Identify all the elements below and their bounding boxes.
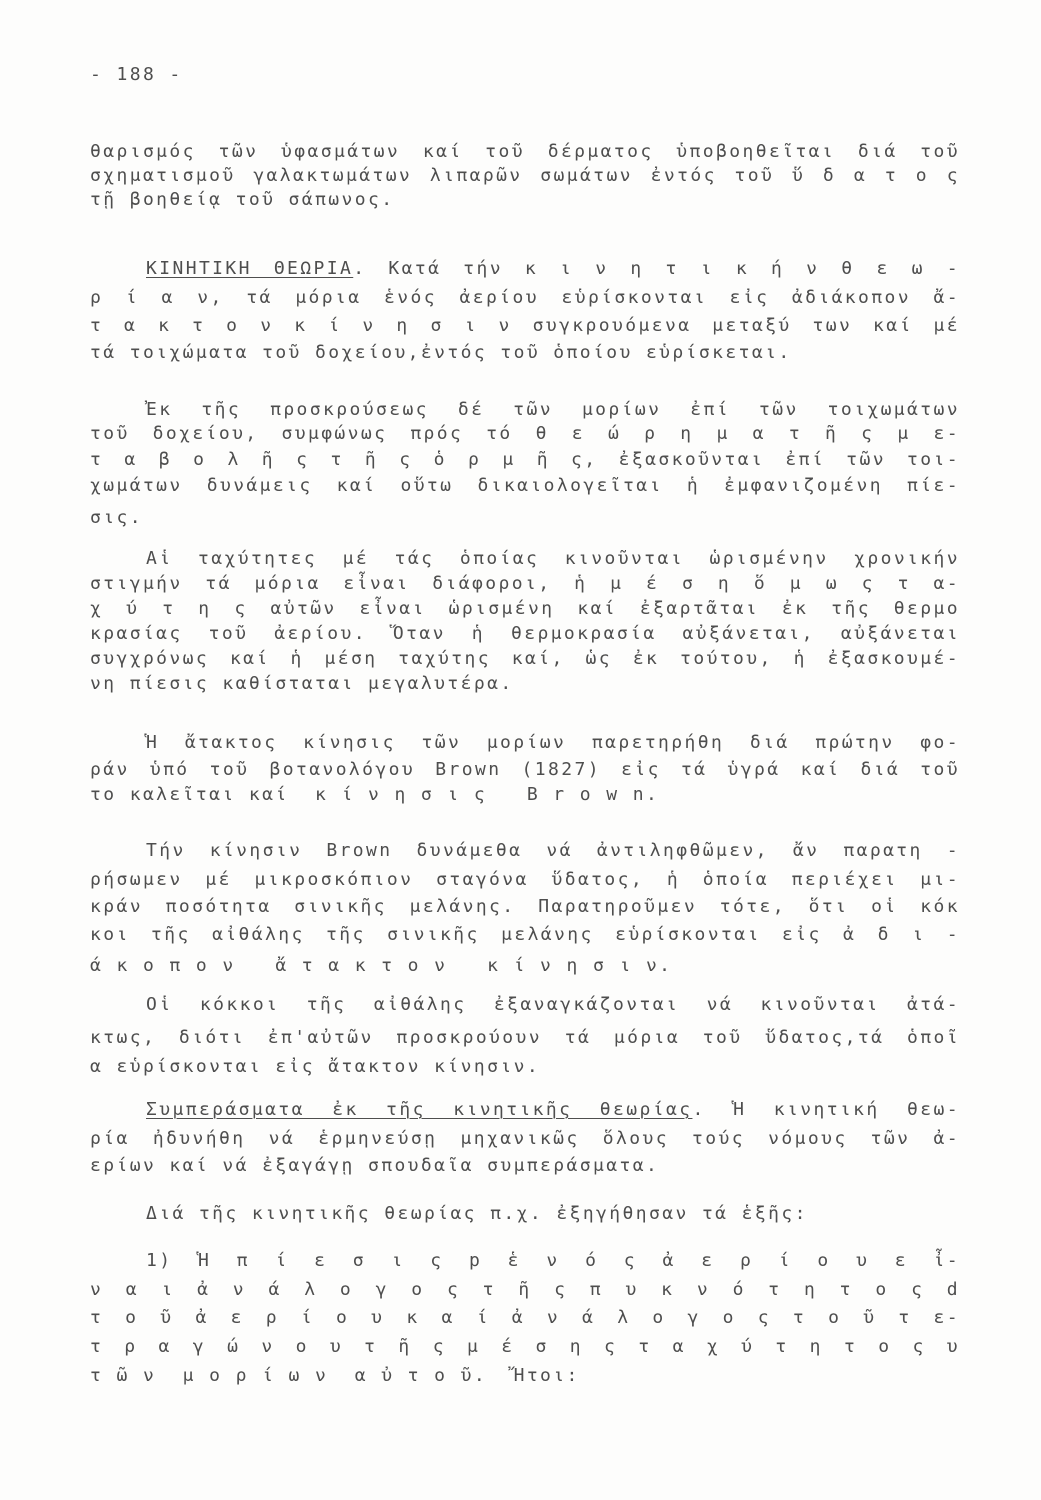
text-line: Τήν κίνησιν Brown δυνάμεθα νά ἀντιληφθῶμεν, ἄν παρατη - bbox=[146, 840, 960, 861]
text-line: τ ῶ ν μ ο ρ ί ω ν α ὐ τ ο ῦ. Ἤτοι: bbox=[90, 1365, 580, 1386]
text-line: Αἱ ταχύτητες μέ τάς ὁποίας κινοῦνται ὡρισμένην χρονικήν bbox=[146, 548, 960, 569]
section-heading: Συμπεράσματα ἐκ τῆς κινητικῆς θεωρίας bbox=[146, 1099, 693, 1120]
text-line: ν α ι ἀ ν ά λ ο γ ο ς τ ῆ ς π υ κ ν ό τ η τ ο ς d bbox=[90, 1279, 960, 1300]
text-line: κτως, διότι ἐπ'αὐτῶν προσκρούουν τά μόρια τοῦ ὕδατος,τά ὁποῖ bbox=[90, 1027, 960, 1048]
text-line: στιγμήν τά μόρια εἶναι διάφοροι, ἡ μ έ σ η ὅ μ ω ς τ α- bbox=[90, 573, 960, 594]
text-line: ράν ὑπό τοῦ βοτανολόγου Brown (1827) εἰς τά ὑγρά καί διά τοῦ bbox=[90, 759, 960, 780]
text-line: κοι τῆς αἰθάλης τῆς σινικῆς μελάνης εὑρίσκονται εἰς ἀ δ ι - bbox=[90, 924, 960, 945]
text-line: το καλεῖται καί κ ί ν η σ ι ς B r o w n. bbox=[90, 784, 660, 805]
text-line: α εὑρίσκονται εἰς ἄτακτον κίνησιν. bbox=[90, 1056, 541, 1077]
text-line: ρήσωμεν μέ μικροσκόπιον σταγόνα ὕδατος, ἡ ὁποία περιέχει μι- bbox=[90, 869, 960, 890]
text-line: θαρισμός τῶν ὑφασμάτων καί τοῦ δέρματος ὑποβοηθεῖται διά τοῦ bbox=[90, 141, 960, 162]
text-line: ερίων καί νά ἐξαγάγῃ σπουδαῖα συμπεράσματα. bbox=[90, 1155, 660, 1176]
text-line: τ ρ α γ ώ ν ο υ τ ῆ ς μ έ σ η ς τ α χ ύ τ η τ ο ς υ bbox=[90, 1336, 960, 1357]
section-heading: ΚΙΝΗΤΙΚΗ ΘΕΩΡΙΑ bbox=[146, 258, 354, 279]
text-line: Διά τῆς κινητικῆς θεωρίας π.χ. ἐξηγήθησαν τά ἑξῆς: bbox=[146, 1203, 808, 1224]
text-line: ρ ί α ν, τά μόρια ἑνός ἀερίου εὑρίσκονται εἰς ἀδιάκοπον ἄ- bbox=[90, 287, 960, 308]
text-line-rest: . Κατά τήν κ ι ν η τ ι κ ή ν θ ε ω - bbox=[353, 258, 961, 279]
page-number: - 188 - bbox=[90, 64, 183, 85]
text-line: Ἐκ τῆς προσκρούσεως δέ τῶν μορίων ἐπί τῶν τοιχωμάτων bbox=[146, 399, 960, 420]
text-line bbox=[146, 257, 960, 281]
text-line: συγχρόνως καί ἡ μέση ταχύτης καί, ὡς ἐκ τούτου, ἡ ἐξασκουμέ- bbox=[90, 648, 960, 669]
text-line: τ α β ο λ ῆ ς τ ῆ ς ὁ ρ μ ῆ ς, ἐξασκοῦνται ἐπί τῶν τοι- bbox=[90, 449, 960, 470]
text-line: νη πίεσις καθίσταται μεγαλυτέρα. bbox=[90, 673, 514, 694]
text-line-rest: . Ἡ κινητική θεω- bbox=[692, 1099, 960, 1120]
text-line: σις. bbox=[90, 507, 143, 528]
text-line: κρασίας τοῦ ἀερίου. Ὅταν ἡ θερμοκρασία αὐξάνεται, αὐξάνεται bbox=[90, 623, 960, 644]
text-line: τ α κ τ ο ν κ ί ν η σ ι ν συγκρουόμενα μεταξύ των καί μέ bbox=[90, 315, 960, 336]
text-line: τά τοιχώματα τοῦ δοχείου,ἐντός τοῦ ὁποίου εὑρίσκεται. bbox=[90, 342, 792, 363]
text-line: χωμάτων δυνάμεις καί οὕτω δικαιολογεῖται ἡ ἐμφανιζομένη πίε- bbox=[90, 475, 960, 496]
text-line: τ ο ῦ ἀ ε ρ ί ο υ κ α ί ἀ ν ά λ ο γ ο ς τ ο ῦ τ ε- bbox=[90, 1307, 960, 1328]
text-line: σχηματισμοῦ γαλακτωμάτων λιπαρῶν σωμάτων ἐντός τοῦ ὕ δ α τ ο ς bbox=[90, 165, 960, 186]
text-line: χ ύ τ η ς αὐτῶν εἶναι ὡρισμένη καί ἐξαρτᾶται ἐκ τῆς θερμο bbox=[90, 598, 960, 619]
text-line: τῇ βοηθείᾳ τοῦ σάπωνος. bbox=[90, 189, 395, 210]
text-line: ρία ἠδυνήθη νά ἑρμηνεύσῃ μηχανικῶς ὅλους τούς νόμους τῶν ἀ- bbox=[90, 1128, 960, 1149]
text-line: ά κ ο π ο ν ἄ τ α κ τ ο ν κ ί ν η σ ι ν. bbox=[90, 955, 673, 976]
text-line: Ἡ ἄτακτος κίνησις τῶν μορίων παρετηρήθη διά πρώτην φο- bbox=[146, 732, 960, 753]
text-line: τοῦ δοχείου, συμφώνως πρός τό θ ε ώ ρ η μ α τ ῆ ς μ ε- bbox=[90, 423, 960, 444]
text-line: 1) Ἡ π ί ε σ ι ς p ἑ ν ό ς ἀ ε ρ ί ο υ ε ἶ- bbox=[146, 1250, 960, 1271]
text-line: Οἱ κόκκοι τῆς αἰθάλης ἐξαναγκάζονται νά κινοῦνται ἀτά- bbox=[146, 994, 960, 1015]
text-line bbox=[146, 1098, 960, 1122]
text-line: κράν ποσότητα σινικῆς μελάνης. Παρατηροῦμεν τότε, ὅτι οἱ κόκ bbox=[90, 896, 960, 917]
